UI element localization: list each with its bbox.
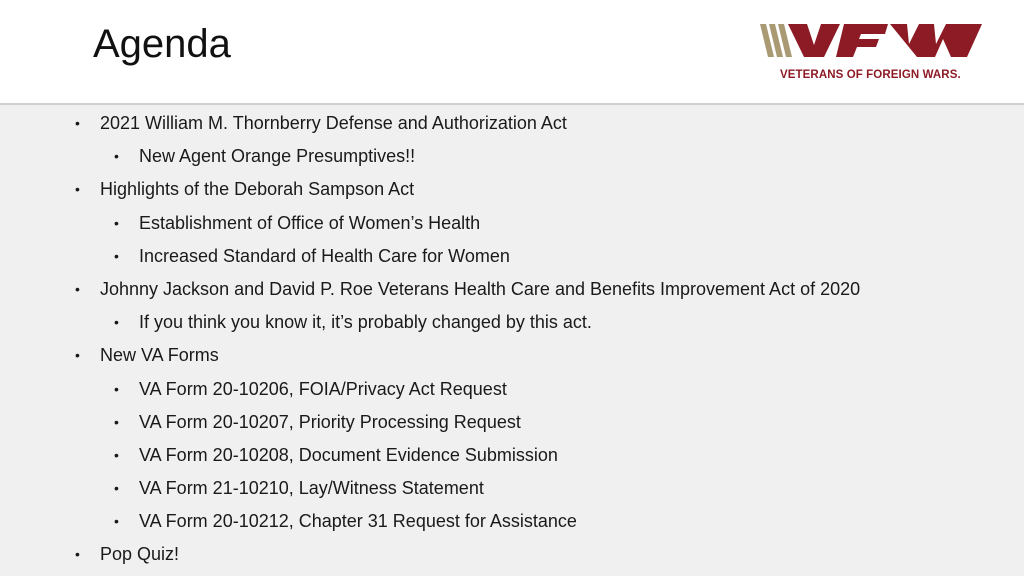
agenda-item-text: New VA Forms [100,345,219,366]
agenda-item-text: Pop Quiz! [100,544,180,565]
bullet-icon: • [75,115,80,131]
bullet-icon: • [114,148,119,165]
agenda-item-text: Highlights of the Deborah Sampson Act [100,179,415,200]
agenda-item [0,273,1024,306]
agenda-item [0,173,1024,206]
agenda-item-text: Johnny Jackson and David P. Roe Veterans Health Care and Benefits Improvement Act of 2020 [100,278,861,299]
agenda-subitem [0,439,1024,472]
agenda-subitem [0,306,1024,339]
bullet-icon: • [114,247,119,264]
page-title: Agenda [93,22,231,66]
slide-header [0,0,1024,105]
vfw-logo [758,19,988,85]
agenda-subitem [0,406,1024,439]
bullet-icon: • [114,446,119,463]
bullet-icon: • [114,480,119,497]
agenda-item-text: 2021 William M. Thornberry Defense and Authorization Act [100,113,567,133]
agenda-item-text: VA Form 21-10210, Lay/Witness Statement [139,478,484,499]
agenda-item-text: Increased Standard of Health Care for Women [139,245,510,266]
bullet-icon: • [75,546,80,563]
agenda-subitem [0,373,1024,406]
agenda-item-text: VA Form 20-10206, FOIA/Privacy Act Request [139,378,507,399]
agenda-subitem [0,240,1024,273]
agenda-list [0,107,1024,572]
agenda-item-text: Establishment of Office of Women’s Health [139,212,481,233]
logo-tagline: VETERANS OF FOREIGN WARS. [780,69,961,81]
agenda-subitem [0,140,1024,173]
agenda-subitem [0,505,1024,538]
bullet-icon: • [114,314,119,331]
agenda-item-text: If you think you know it, it’s probably changed by this act. [139,312,592,333]
agenda-item-text: VA Form 20-10208, Document Evidence Submission [139,444,558,465]
bullet-icon: • [114,413,119,430]
logo-letter-f [836,24,888,57]
bullet-icon: • [75,280,80,297]
bullet-icon: • [114,380,119,397]
agenda-subitem [0,472,1024,505]
agenda-item [0,339,1024,372]
bullet-icon: • [75,181,80,198]
agenda-item-text: VA Form 20-10212, Chapter 31 Request for Assistance [139,511,577,532]
vfw-logo-mark [758,19,988,67]
logo-letter-w [890,24,982,57]
agenda-subitem [0,207,1024,240]
agenda-item-text: New Agent Orange Presumptives!! [139,146,416,167]
agenda-item [0,538,1024,571]
logo-letter-v [788,24,840,57]
agenda-item [0,107,1024,140]
bullet-icon: • [114,513,119,530]
bullet-icon: • [114,214,119,231]
agenda-item-text: VA Form 20-10207, Priority Processing Request [139,411,521,432]
bullet-icon: • [75,347,80,364]
